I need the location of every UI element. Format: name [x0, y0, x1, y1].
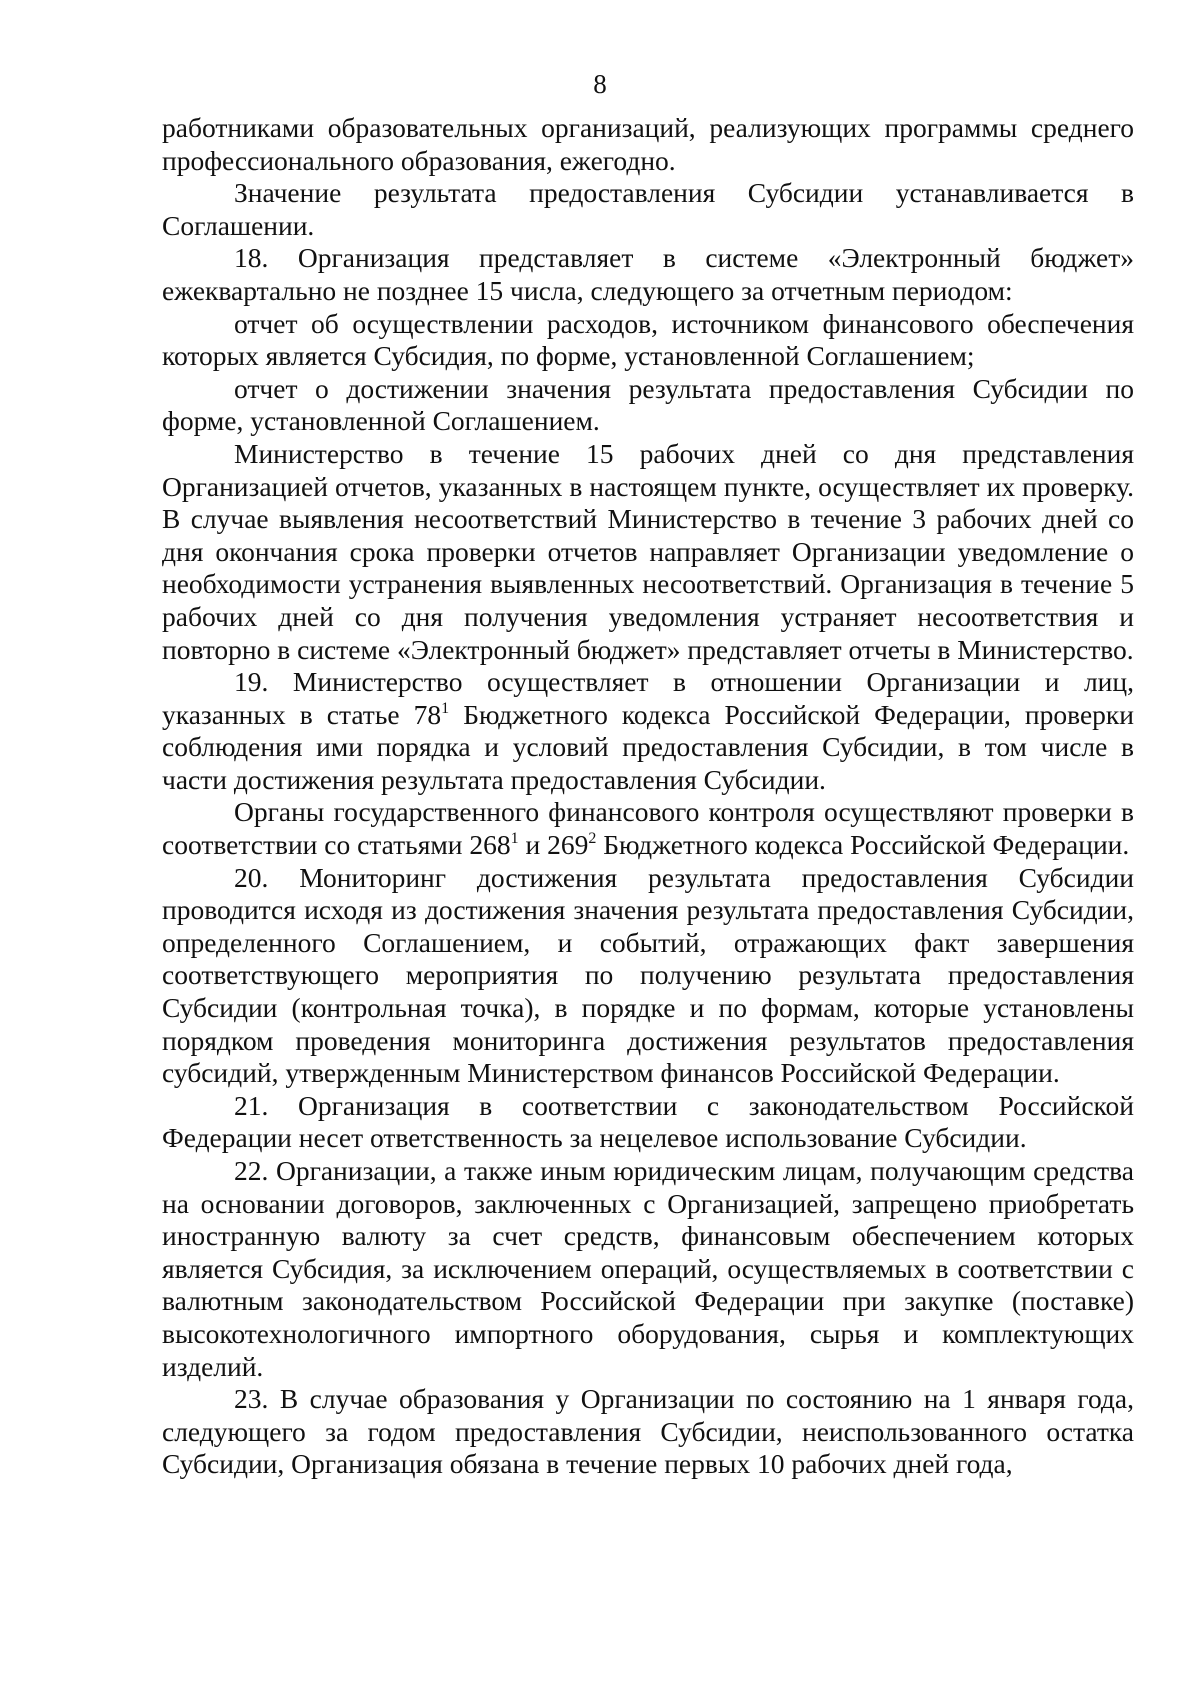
paragraph-continuation: работниками образовательных организаций, реализующих программы среднего профессионального образования, ежегодно.: [162, 112, 1134, 176]
superscript: 2: [588, 830, 597, 848]
page-number: 8: [593, 69, 607, 99]
superscript: 1: [441, 699, 450, 717]
paragraph-19-text-a: 19. Министерство осуществляет в отношении Организации и лиц, указанных в статье 78: [162, 666, 1134, 730]
paragraph-19-control-text-b: и 269: [518, 829, 589, 861]
paragraph-18-expense-report: отчет об осуществлении расходов, источником финансового обеспечения которых является Субсидия, по форме, установленной Соглашением;: [162, 307, 1134, 372]
paragraph-19: [162, 666, 1134, 796]
paragraph-19-text-b: Бюджетного кодекса Российской Федерации, проверки соблюдения ими порядка и условий предоставления Субсидии, в том числе в части достижения результата предоставления Субсидии.: [162, 698, 1135, 795]
paragraph-20: 20. Мониторинг достижения результата предоставления Субсидии проводится исходя из достижения значения результата предоставления Субсидии, определенного Соглашением, и событий, отражающих факт завершения соответствующего мероприятия по получению результата предоставления Субсидии (контрольная точка), в порядке и по формам, которые установлены порядком проведения мониторинга достижения результатов предоставления субсидий, утвержденным Министерством финансов Российской Федерации.: [162, 861, 1134, 1089]
paragraph-18-result-report: отчет о достижении значения результата предоставления Субсидии по форме, установленной Соглашением.: [162, 372, 1134, 437]
superscript: 1: [510, 830, 519, 848]
paragraph-23: 23. В случае образования у Организации по состоянию на 1 января года, следующего за годом предоставления Субсидии, неиспользованного остатка Субсидии, Организация обязана в течение первых 10 рабочих дней года,: [162, 1383, 1134, 1480]
paragraph-18: 18. Организация представляет в системе «Электронный бюджет» ежеквартально не позднее 15 числа, следующего за отчетным периодом:: [162, 242, 1134, 306]
paragraph-19-control-text-a: Органы государственного финансового контроля осуществляют проверки в соответствии со статьями 268: [162, 796, 1134, 861]
paragraph-22: 22. Организации, а также иным юридическим лицам, получающим средства на основании договоров, заключенных с Организацией, запрещено приобретать иностранную валюту за счет средств, финансовым обеспечением которых является Субсидия, за исключением операций, осуществляемых в соответствии с валютным законодательством Российской Федерации при закупке (поставке) высокотехнологичного импортного оборудования, сырья и комплектующих изделий.: [162, 1155, 1134, 1382]
paragraph-21: 21. Организация в соответствии с законодательством Российской Федерации несет ответственность за нецелевое использование Субсидии.: [162, 1089, 1134, 1154]
paragraph-19-control-text-c: Бюджетного кодекса Российской Федерации.: [596, 829, 1130, 861]
paragraph-18-verification: Министерство в течение 15 рабочих дней со дня представления Организацией отчетов, указанных в настоящем пункте, осуществляет их проверку. В случае выявления несоответствий Министерство в течение 3 рабочих дней со дня окончания срока проверки отчетов направляет Организации уведомление о необходимости устранения выявленных несоответствий. Организация в течение 5 рабочих дней со дня получения уведомления устраняет несоответствия и повторно в системе «Электронный бюджет» представляет отчеты в Министерство.: [162, 437, 1134, 665]
paragraph-19-financial-control: [162, 796, 1134, 861]
paragraph-result-value: Значение результата предоставления Субсидии устанавливается в Соглашении.: [162, 177, 1134, 241]
document-body: [162, 112, 1134, 1481]
